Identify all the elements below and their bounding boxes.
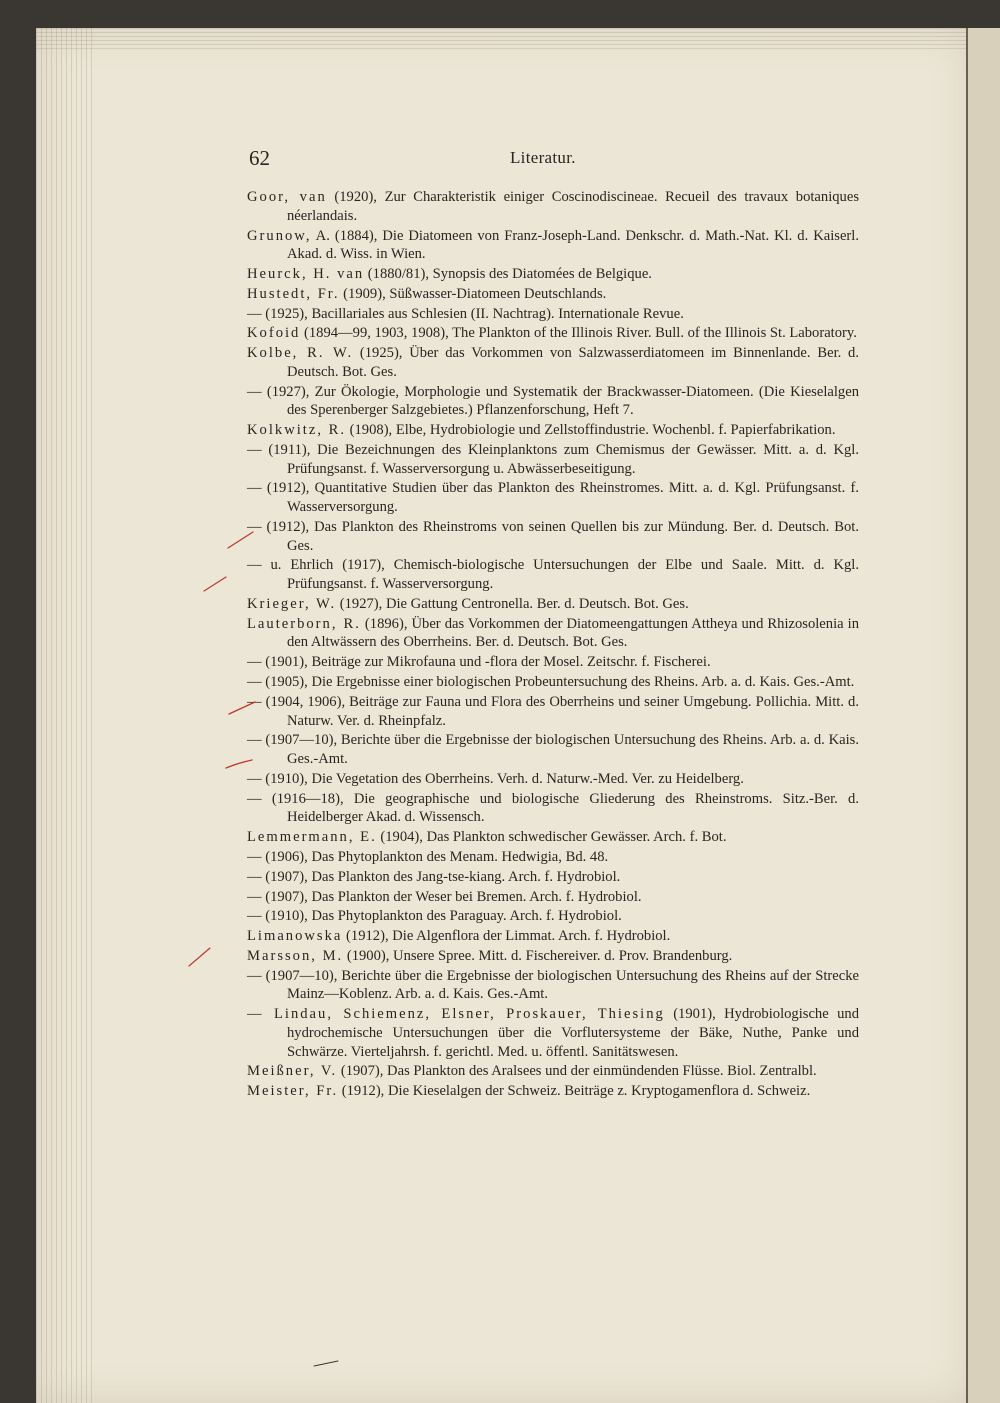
entry-text: (1896), Über das Vorkommen der Diatomeengattungen Attheya und Rhizosolenia in den Altwässern des Oberrheins. Ber. d. Deutsch. Bot. Ges. (287, 615, 859, 651)
entry-author: — Lindau, Schiemenz, Elsner, Proskauer, Thiesing (247, 1006, 665, 1023)
entry-text: — (1912), Das Plankton des Rheinstroms von seinen Quellen bis zur Mündung. Ber. d. Deutsch. Bot. Ges. (247, 518, 859, 554)
entry-text: A. (1884), Die Diatomeen von Franz-Joseph-Land. Denkschr. d. Math.-Nat. Kl. d. Kaiserl. Akad. d. Wiss. in Wien. (287, 227, 859, 263)
entry-text: — (1910), Die Vegetation des Oberrheins. Verh. d. Naturw.-Med. Ver. zu Heidelberg. (247, 770, 744, 787)
pencil-tick-mark (229, 702, 255, 714)
entry-author: Hustedt, Fr. (247, 285, 340, 302)
entry-text: — u. Ehrlich (1917), Chemisch-biologische Untersuchungen der Elbe und Saale. Mitt. d. Kgl. Prüfungsanst. f. Wasserversorgung. (247, 557, 859, 593)
entry-text: — (1907), Das Plankton der Weser bei Bremen. Arch. f. Hydrobiol. (247, 888, 642, 905)
entry-text: — (1927), Zur Ökologie, Morphologie und Systematik der Brackwasser-Diatomeen. (Die Kieselalgen des Sperenberger Salzgebietes.) Pflanzenforschung, Heft 7. (247, 383, 859, 419)
pencil-tick-mark (226, 760, 252, 768)
entry-text: — (1904, 1906), Beiträge zur Fauna und Flora des Oberrheins und seiner Umgebung. Pollichia. Mitt. d. Naturw. Ver. d. Rheinpfalz. (247, 693, 859, 729)
pencil-tick-mark (228, 532, 253, 548)
page-number: 62 (249, 146, 270, 170)
running-title: Literatur. (510, 148, 576, 167)
entry-author: Marsson, M. (247, 947, 344, 964)
entry-text: — (1907), Das Plankton des Jang-tse-kiang. Arch. f. Hydrobiol. (247, 868, 621, 885)
entry-author: Limanowska (247, 928, 343, 945)
entry-author: Kofoid (247, 325, 301, 342)
entry-text: (1901), Hydrobiologische und hydrochemische Untersuchungen über die Vorflutersysteme der Bäke, Nuthe, Panke und Schwärze. Vierteljahrsh. f. gerichtl. Med. u. öffentl. Sanitätswesen. (287, 1006, 859, 1060)
entry-author: Meister, Fr. (247, 1083, 339, 1100)
entry-author: Krieger, W. (247, 595, 337, 612)
entry-author: Grunow, (247, 227, 312, 244)
entry-text: (1904), Das Plankton schwedischer Gewässer. Arch. f. Bot. (376, 829, 727, 846)
entry-text: — (1901), Beiträge zur Mikrofauna und -flora der Mosel. Zeitschr. f. Fischerei. (247, 654, 711, 671)
entry-text: — (1925), Bacillariales aus Schlesien (II. Nachtrag). Internationale Revue. (247, 305, 684, 322)
entry-text: (1880/81), Synopsis des Diatomées de Belgique. (364, 266, 652, 282)
entry-text: — (1910), Das Phytoplankton des Paraguay. Arch. f. Hydrobiol. (247, 908, 622, 925)
entry-text: (1908), Elbe, Hydrobiologie und Zellstoffindustrie. Wochenbl. f. Papierfabrikation. (346, 422, 836, 439)
entry-text: — (1907—10), Berichte über die Ergebnisse der biologischen Untersuchung des Rheins. Arb. a. d. Kais. Ges.-Amt. (247, 732, 859, 768)
entry-text: (1912), Die Kieselalgen der Schweiz. Beiträge z. Kryptogamenflora d. Schweiz. (338, 1083, 811, 1100)
pencil-tick-mark (189, 948, 210, 966)
entry-text: (1907), Das Plankton des Aralsees und der einmündenden Flüsse. Biol. Zentralbl. (337, 1063, 817, 1080)
entry-text: (1909), Süßwasser-Diatomeen Deutschlands. (339, 285, 607, 302)
entry-text: — (1905), Die Ergebnisse einer biologischen Probeuntersuchung des Rheins. Arb. a. d. Kais. Ges.-Amt. (247, 674, 855, 691)
entry-author: Heurck, H. van (247, 266, 365, 282)
entry-text: — (1912), Quantitative Studien über das Plankton des Rheinstromes. Mitt. a. d. Kgl. Prüfungsanst. f. Wasserversorgung. (247, 480, 859, 516)
entry-author: Lemmermann, E. (247, 829, 377, 846)
entry-text: (1912), Die Algenflora der Limmat. Arch. f. Hydrobiol. (342, 928, 671, 945)
entry-text: — (1907—10), Berichte über die Ergebnisse der biologischen Untersuchung des Rheins auf der Strecke Mainz—Koblenz. Arb. a. d. Kais. Ges.-Amt. (247, 967, 859, 1003)
entry-text: (1925), Über das Vorkommen von Salzwasserdiatomeen im Binnenlande. Ber. d. Deutsch. Bot. Ges. (287, 345, 860, 380)
entry-text: (1894—99, 1903, 1908), The Plankton of the Illinois River. Bull. of the Illinois St. Laboratory. (300, 325, 857, 342)
entry-author: Kolbe, R. W. (247, 345, 354, 362)
entry-text: (1920), Zur Charakteristik einiger Coscinodiscineae. Recueil des travaux botaniques néerlandais. (287, 189, 859, 224)
entry-text: (1900), Unsere Spree. Mitt. d. Fischereiver. d. Prov. Brandenburg. (343, 947, 733, 964)
entry-text: — (1916—18), Die geographische und biologische Gliederung des Rheinstroms. Sitz.-Ber. d. Heidelberger Akad. d. Wissensch. (247, 790, 859, 826)
pencil-tick-mark (204, 577, 226, 591)
entry-author: Goor, van (247, 189, 327, 205)
entry-text: — (1911), Die Bezeichnungen des Kleinplanktons zum Chemismus der Gewässer. Mitt. a. d. Kgl. Prüfungsanst. f. Wasserversorgung u. Abwässerbeseitigung. (247, 441, 859, 477)
pencil-tick-mark (314, 1361, 338, 1366)
entry-author: Meißner, V. (247, 1063, 338, 1080)
entry-author: Lauterborn, R. (247, 615, 361, 632)
entry-text: (1927), Die Gattung Centronella. Ber. d. Deutsch. Bot. Ges. (336, 595, 689, 612)
entry-text: — (1906), Das Phytoplankton des Menam. Hedwigia, Bd. 48. (247, 848, 609, 865)
entry-author: Kolkwitz, R. (247, 422, 346, 439)
